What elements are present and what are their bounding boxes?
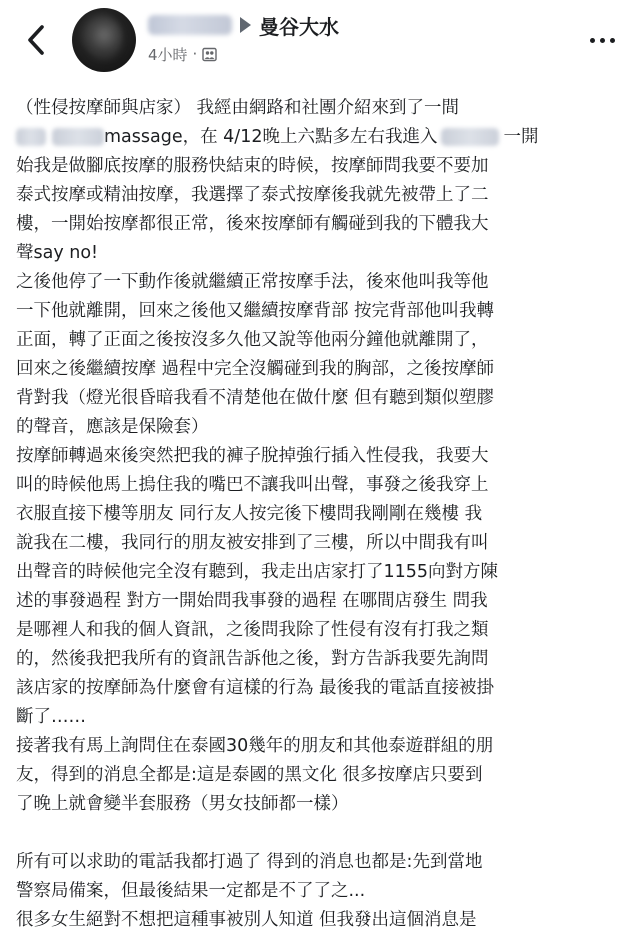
triangle-right-icon	[240, 17, 251, 33]
post-line: 背對我（燈光很昏暗我看不清楚他在做什麼 但有聽到類似塑膠	[16, 388, 495, 408]
more-horizontal-icon[interactable]	[578, 26, 626, 54]
post-line: 的，然後我把我所有的資訊告訴他之後，對方告訴我要先詢問	[16, 649, 489, 669]
chevron-left-icon[interactable]	[22, 22, 52, 58]
post-line: 述的事發過程 對方一開始問我事發的過程 在哪間店發生 問我	[16, 591, 488, 611]
redacted-text	[441, 128, 499, 146]
post-line: 一下他就離開，回來之後他又繼續按摩背部 按完背部他叫我轉	[16, 301, 495, 321]
group-name-link[interactable]: 曼谷大水	[259, 14, 339, 39]
post-line: 泰式按摩或精油按摩，我選擇了泰式按摩後我就先被帶上了二	[16, 185, 489, 205]
post-meta	[148, 44, 217, 64]
post-line: 是哪裡人和我的個人資訊，之後問我除了性侵有沒有打我之類	[16, 620, 489, 640]
post-line: 樓，一開始按摩都很正常，後來按摩師有觸碰到我的下體我大	[16, 214, 489, 234]
post-line: 了晚上就會變半套服務（男女技師都一樣）	[16, 794, 349, 814]
post-line: 按摩師轉過來後突然把我的褲子脫掉強行插入性侵我，我要大	[16, 446, 489, 466]
redacted-text	[52, 128, 104, 146]
post-line: 衣服直接下樓等朋友 同行友人按完後下樓問我剛剛在幾樓 我	[16, 504, 483, 524]
post-line: 該店家的按摩師為什麼會有這樣的行為 最後我的電話直接被掛	[16, 678, 495, 698]
post-line: massage，在 4/12晚上六點多左右我進入 一開	[16, 123, 626, 152]
avatar[interactable]	[72, 8, 136, 72]
post-line: （性侵按摩師與店家） 我經由網路和社團介紹來到了一間	[16, 98, 460, 118]
post-line: 斷了……	[16, 707, 86, 727]
post-author-row	[148, 12, 339, 38]
post-line: 出聲音的時候他完全沒有聽到，我走出店家打了1155向對方陳	[16, 562, 499, 582]
post-line: 友，得到的消息全都是:這是泰國的黑文化 很多按摩店只要到	[16, 765, 483, 785]
post-header	[0, 0, 640, 80]
author-name-redacted[interactable]	[148, 15, 232, 35]
post-line: 正面，轉了正面之後按沒多久他又說等他兩分鐘他就離開了，	[16, 330, 489, 350]
post-body	[16, 94, 626, 935]
post-line: 的聲音，應該是保險套）	[16, 417, 209, 437]
post-line: 回來之後繼續按摩 過程中完全沒觸碰到我的胸部，之後按摩師	[16, 359, 495, 379]
paragraph-gap	[16, 819, 626, 848]
post-line: 聲say no!	[16, 243, 99, 263]
post-line: 接著我有馬上詢問住在泰國30幾年的朋友和其他泰遊群組的朋	[16, 736, 494, 756]
redacted-text	[16, 128, 46, 146]
post-line: 之後他停了一下動作後就繼續正常按摩手法，後來他叫我等他	[16, 272, 489, 292]
post-line: 所有可以求助的電話我都打過了 得到的消息也都是:先到當地	[16, 852, 483, 872]
post-line: 始我是做腳底按摩的服務快結束的時候，按摩師問我要不要加	[16, 156, 489, 176]
meta-separator: ·	[192, 45, 198, 63]
post-timestamp[interactable]: 4小時	[148, 45, 188, 64]
post-line: 說我在二樓，我同行的朋友被安排到了三樓，所以中間我有叫	[16, 533, 489, 553]
group-audience-icon	[202, 47, 217, 62]
post-line: 叫的時候他馬上摀住我的嘴巴不讓我叫出聲，事發之後我穿上	[16, 475, 489, 495]
post-line: 警察局備案，但最後結果一定都是不了了之...	[16, 881, 366, 901]
post-line: 很多女生絕對不想把這種事被別人知道 但我發出這個消息是	[16, 910, 477, 930]
